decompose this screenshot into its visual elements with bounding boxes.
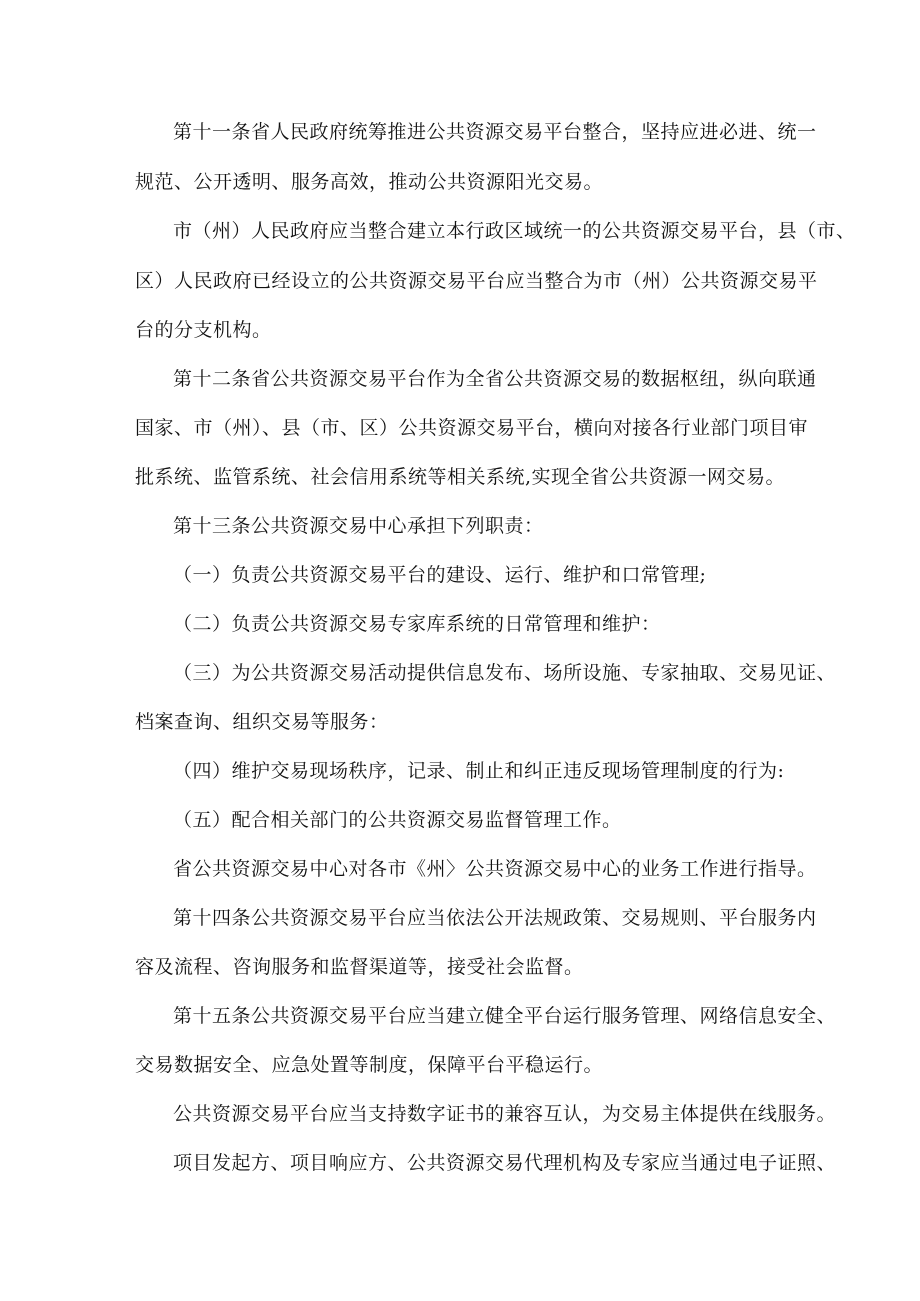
article-11-line-2: 规范、公开透明、服务高效，推动公共资源阳光交易。 [135,171,604,193]
article-13-line-1: 第十三条公共资源交易中心承担下列职责： [173,515,544,537]
article-15-line-2: 交易数据安全、应急处置等制度，保障平台平稳运行。 [135,1054,604,1076]
article-15-p2: 公共资源交易平台应当支持数字证书的兼容互认，为交易主体提供在线服务。 [173,1103,837,1125]
article-12-line-1: 第十二条省公共资源交易平台作为全省公共资源交易的数据枢纽，纵向联通 [173,368,817,390]
article-14-line-2: 容及流程、咨询服务和监督渠道等，接受社会监督。 [135,956,584,978]
article-11-p2-line-3: 台的分支机构。 [135,319,272,341]
article-11-p2-line-1: 市（州）人民政府应当整合建立本行政区域统一的公共资源交易平台，县（市、 [173,220,856,242]
article-13-item-2: （二）负责公共资源交易专家库系统的日常管理和维护： [173,613,661,635]
article-14-line-1: 第十四条公共资源交易平台应当依法公开法规政策、交易规则、平台服务内 [173,907,817,929]
article-13-item-3-line-2: 档案查询、组织交易等服务： [135,711,389,733]
article-13-p2: 省公共资源交易中心对各市《州〉公共资源交易中心的业务工作进行指导。 [173,858,817,880]
article-11-p2-line-2: 区）人民政府已经设立的公共资源交易平台应当整合为市（州）公共资源交易平 [135,270,818,292]
article-12-line-3: 批系统、监管系统、社会信用系统等相关系统,实现全省公共资源一网交易。 [135,466,786,488]
article-13-item-1: （一）负责公共资源交易平台的建设、运行、维护和口常管理; [173,564,707,586]
article-13-item-5: （五）配合相关部门的公共资源交易监督管理工作。 [173,809,622,831]
article-11-line-1: 第十一条省人民政府统筹推进公共资源交易平台整合，坚持应进必进、统一 [173,121,817,143]
article-15-p3-line-1: 项目发起方、项目响应方、公共资源交易代理机构及专家应当通过电子证照、 [173,1152,837,1174]
article-15-line-1: 第十五条公共资源交易平台应当建立健全平台运行服务管理、网络信息安全、 [173,1005,837,1027]
article-13-item-3-line-1: （三）为公共资源交易活动提供信息发布、场所设施、专家抽取、交易见证、 [173,662,837,684]
article-12-line-2: 国家、市（州）、县（市、区）公共资源交易平台，横向对接各行业部门项目审 [135,417,809,439]
article-13-item-4: （四）维护交易现场秩序，记录、制止和纠正违反现场管理制度的行为: [173,760,785,782]
